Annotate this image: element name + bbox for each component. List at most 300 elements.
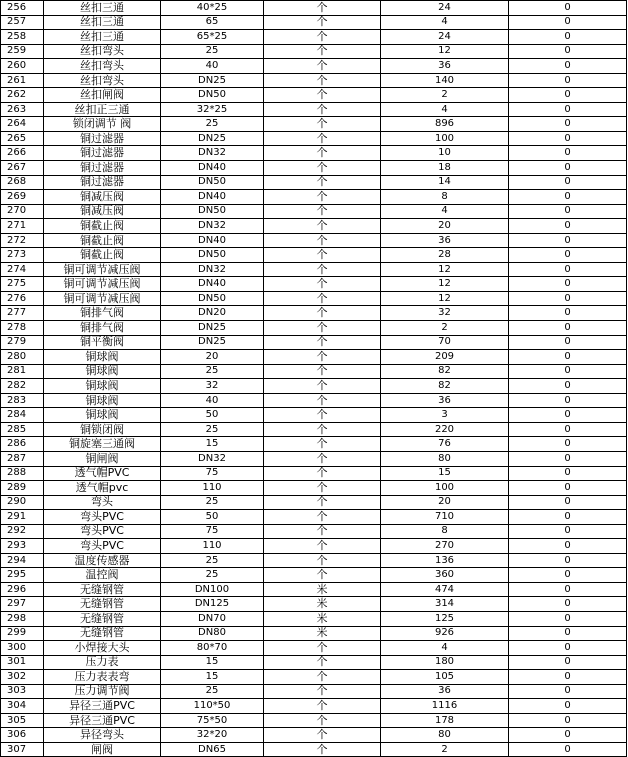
spec-cell[interactable]: 75	[161, 466, 264, 481]
item-name-cell[interactable]: 丝扣弯头	[44, 44, 161, 59]
value-cell[interactable]: 0	[509, 291, 627, 306]
unit-cell[interactable]: 个	[264, 262, 381, 277]
spec-cell[interactable]: DN50	[161, 175, 264, 190]
spec-cell[interactable]: DN20	[161, 306, 264, 321]
spec-cell[interactable]: 25	[161, 364, 264, 379]
value-cell[interactable]: 0	[509, 422, 627, 437]
unit-cell[interactable]: 个	[264, 641, 381, 656]
unit-cell[interactable]: 个	[264, 728, 381, 743]
row-number-cell[interactable]: 298	[1, 611, 44, 626]
value-cell[interactable]: 0	[509, 262, 627, 277]
quantity-cell[interactable]: 105	[381, 670, 509, 685]
spec-cell[interactable]: 15	[161, 670, 264, 685]
spec-cell[interactable]: 25	[161, 568, 264, 583]
item-name-cell[interactable]: 无缝钢管	[44, 626, 161, 641]
spec-cell[interactable]: 32*20	[161, 728, 264, 743]
row-number-cell[interactable]: 256	[1, 1, 44, 16]
item-name-cell[interactable]: 铜球阀	[44, 350, 161, 365]
spec-cell[interactable]: DN100	[161, 582, 264, 597]
row-number-cell[interactable]: 301	[1, 655, 44, 670]
spec-cell[interactable]: DN125	[161, 597, 264, 612]
value-cell[interactable]: 0	[509, 393, 627, 408]
unit-cell[interactable]: 个	[264, 742, 381, 757]
item-name-cell[interactable]: 铜截止阀	[44, 233, 161, 248]
value-cell[interactable]: 0	[509, 190, 627, 205]
unit-cell[interactable]: 个	[264, 437, 381, 452]
value-cell[interactable]: 0	[509, 713, 627, 728]
unit-cell[interactable]: 个	[264, 451, 381, 466]
item-name-cell[interactable]: 丝扣三通	[44, 1, 161, 16]
row-number-cell[interactable]: 291	[1, 510, 44, 525]
item-name-cell[interactable]: 温度传感器	[44, 553, 161, 568]
item-name-cell[interactable]: 铜过滤器	[44, 175, 161, 190]
unit-cell[interactable]: 个	[264, 88, 381, 103]
item-name-cell[interactable]: 铜排气阀	[44, 306, 161, 321]
row-number-cell[interactable]: 274	[1, 262, 44, 277]
item-name-cell[interactable]: 压力表	[44, 655, 161, 670]
quantity-cell[interactable]: 24	[381, 1, 509, 16]
value-cell[interactable]: 0	[509, 728, 627, 743]
unit-cell[interactable]: 个	[264, 481, 381, 496]
quantity-cell[interactable]: 100	[381, 131, 509, 146]
unit-cell[interactable]: 个	[264, 102, 381, 117]
row-number-cell[interactable]: 292	[1, 524, 44, 539]
value-cell[interactable]: 0	[509, 102, 627, 117]
row-number-cell[interactable]: 273	[1, 248, 44, 263]
spec-cell[interactable]: DN50	[161, 291, 264, 306]
row-number-cell[interactable]: 303	[1, 684, 44, 699]
row-number-cell[interactable]: 281	[1, 364, 44, 379]
spec-cell[interactable]: DN50	[161, 88, 264, 103]
row-number-cell[interactable]: 296	[1, 582, 44, 597]
item-name-cell[interactable]: 异径三通PVC	[44, 713, 161, 728]
item-name-cell[interactable]: 透气帽PVC	[44, 466, 161, 481]
quantity-cell[interactable]: 2	[381, 321, 509, 336]
unit-cell[interactable]: 个	[264, 117, 381, 132]
item-name-cell[interactable]: 无缝钢管	[44, 597, 161, 612]
value-cell[interactable]: 0	[509, 1, 627, 16]
unit-cell[interactable]: 个	[264, 713, 381, 728]
item-name-cell[interactable]: 丝扣弯头	[44, 73, 161, 88]
spec-cell[interactable]: DN40	[161, 161, 264, 176]
unit-cell[interactable]: 个	[264, 59, 381, 74]
item-name-cell[interactable]: 铜平衡阀	[44, 335, 161, 350]
item-name-cell[interactable]: 弯头PVC	[44, 524, 161, 539]
row-number-cell[interactable]: 290	[1, 495, 44, 510]
item-name-cell[interactable]: 铜过滤器	[44, 161, 161, 176]
unit-cell[interactable]: 个	[264, 204, 381, 219]
value-cell[interactable]: 0	[509, 88, 627, 103]
row-number-cell[interactable]: 300	[1, 641, 44, 656]
unit-cell[interactable]: 个	[264, 291, 381, 306]
spec-cell[interactable]: DN25	[161, 321, 264, 336]
spec-cell[interactable]: 50	[161, 408, 264, 423]
value-cell[interactable]: 0	[509, 175, 627, 190]
row-number-cell[interactable]: 270	[1, 204, 44, 219]
item-name-cell[interactable]: 丝扣弯头	[44, 59, 161, 74]
quantity-cell[interactable]: 36	[381, 233, 509, 248]
value-cell[interactable]: 0	[509, 364, 627, 379]
value-cell[interactable]: 0	[509, 146, 627, 161]
spec-cell[interactable]: DN32	[161, 146, 264, 161]
value-cell[interactable]: 0	[509, 161, 627, 176]
quantity-cell[interactable]: 8	[381, 524, 509, 539]
unit-cell[interactable]: 米	[264, 611, 381, 626]
item-name-cell[interactable]: 丝扣三通	[44, 15, 161, 30]
quantity-cell[interactable]: 220	[381, 422, 509, 437]
quantity-cell[interactable]: 314	[381, 597, 509, 612]
value-cell[interactable]: 0	[509, 742, 627, 757]
quantity-cell[interactable]: 178	[381, 713, 509, 728]
unit-cell[interactable]: 个	[264, 684, 381, 699]
value-cell[interactable]: 0	[509, 495, 627, 510]
quantity-cell[interactable]: 140	[381, 73, 509, 88]
value-cell[interactable]: 0	[509, 379, 627, 394]
value-cell[interactable]: 0	[509, 204, 627, 219]
row-number-cell[interactable]: 288	[1, 466, 44, 481]
quantity-cell[interactable]: 180	[381, 655, 509, 670]
row-number-cell[interactable]: 305	[1, 713, 44, 728]
spec-cell[interactable]: 25	[161, 553, 264, 568]
quantity-cell[interactable]: 4	[381, 204, 509, 219]
spec-cell[interactable]: 25	[161, 684, 264, 699]
value-cell[interactable]: 0	[509, 626, 627, 641]
unit-cell[interactable]: 米	[264, 626, 381, 641]
unit-cell[interactable]: 个	[264, 524, 381, 539]
quantity-cell[interactable]: 12	[381, 262, 509, 277]
row-number-cell[interactable]: 275	[1, 277, 44, 292]
unit-cell[interactable]: 个	[264, 277, 381, 292]
unit-cell[interactable]: 个	[264, 568, 381, 583]
value-cell[interactable]: 0	[509, 568, 627, 583]
item-name-cell[interactable]: 铜过滤器	[44, 146, 161, 161]
value-cell[interactable]: 0	[509, 597, 627, 612]
spec-cell[interactable]: 40*25	[161, 1, 264, 16]
item-name-cell[interactable]: 铜可调节减压阀	[44, 291, 161, 306]
quantity-cell[interactable]: 24	[381, 30, 509, 45]
row-number-cell[interactable]: 282	[1, 379, 44, 394]
row-number-cell[interactable]: 272	[1, 233, 44, 248]
quantity-cell[interactable]: 12	[381, 277, 509, 292]
unit-cell[interactable]: 个	[264, 161, 381, 176]
spec-cell[interactable]: 25	[161, 495, 264, 510]
value-cell[interactable]: 0	[509, 321, 627, 336]
value-cell[interactable]: 0	[509, 539, 627, 554]
spec-cell[interactable]: DN50	[161, 248, 264, 263]
item-name-cell[interactable]: 铜可调节减压阀	[44, 277, 161, 292]
quantity-cell[interactable]: 4	[381, 102, 509, 117]
spec-cell[interactable]: DN40	[161, 277, 264, 292]
item-name-cell[interactable]: 铜减压阀	[44, 204, 161, 219]
quantity-cell[interactable]: 36	[381, 684, 509, 699]
spec-cell[interactable]: DN32	[161, 219, 264, 234]
value-cell[interactable]: 0	[509, 44, 627, 59]
quantity-cell[interactable]: 4	[381, 641, 509, 656]
unit-cell[interactable]: 个	[264, 655, 381, 670]
value-cell[interactable]: 0	[509, 59, 627, 74]
quantity-cell[interactable]: 3	[381, 408, 509, 423]
quantity-cell[interactable]: 1116	[381, 699, 509, 714]
item-name-cell[interactable]: 闸阀	[44, 742, 161, 757]
row-number-cell[interactable]: 257	[1, 15, 44, 30]
unit-cell[interactable]: 个	[264, 699, 381, 714]
value-cell[interactable]: 0	[509, 248, 627, 263]
value-cell[interactable]: 0	[509, 582, 627, 597]
item-name-cell[interactable]: 铜球阀	[44, 379, 161, 394]
quantity-cell[interactable]: 100	[381, 481, 509, 496]
spec-cell[interactable]: DN80	[161, 626, 264, 641]
row-number-cell[interactable]: 264	[1, 117, 44, 132]
spec-cell[interactable]: DN25	[161, 335, 264, 350]
item-name-cell[interactable]: 丝扣闸阀	[44, 88, 161, 103]
item-name-cell[interactable]: 压力调节阀	[44, 684, 161, 699]
unit-cell[interactable]: 个	[264, 248, 381, 263]
spec-cell[interactable]: DN40	[161, 233, 264, 248]
unit-cell[interactable]: 个	[264, 393, 381, 408]
spec-cell[interactable]: 65	[161, 15, 264, 30]
quantity-cell[interactable]: 80	[381, 451, 509, 466]
spec-cell[interactable]: DN40	[161, 190, 264, 205]
quantity-cell[interactable]: 209	[381, 350, 509, 365]
quantity-cell[interactable]: 710	[381, 510, 509, 525]
spec-cell[interactable]: 80*70	[161, 641, 264, 656]
value-cell[interactable]: 0	[509, 306, 627, 321]
quantity-cell[interactable]: 20	[381, 495, 509, 510]
unit-cell[interactable]: 个	[264, 466, 381, 481]
item-name-cell[interactable]: 无缝钢管	[44, 582, 161, 597]
quantity-cell[interactable]: 82	[381, 379, 509, 394]
row-number-cell[interactable]: 276	[1, 291, 44, 306]
row-number-cell[interactable]: 283	[1, 393, 44, 408]
item-name-cell[interactable]: 弯头PVC	[44, 510, 161, 525]
row-number-cell[interactable]: 265	[1, 131, 44, 146]
row-number-cell[interactable]: 277	[1, 306, 44, 321]
unit-cell[interactable]: 个	[264, 510, 381, 525]
value-cell[interactable]: 0	[509, 350, 627, 365]
item-name-cell[interactable]: 丝扣三通	[44, 30, 161, 45]
spec-cell[interactable]: 32	[161, 379, 264, 394]
item-name-cell[interactable]: 弯头PVC	[44, 539, 161, 554]
quantity-cell[interactable]: 896	[381, 117, 509, 132]
row-number-cell[interactable]: 267	[1, 161, 44, 176]
value-cell[interactable]: 0	[509, 481, 627, 496]
unit-cell[interactable]: 个	[264, 73, 381, 88]
item-name-cell[interactable]: 无缝钢管	[44, 611, 161, 626]
item-name-cell[interactable]: 弯头	[44, 495, 161, 510]
row-number-cell[interactable]: 259	[1, 44, 44, 59]
spec-cell[interactable]: 50	[161, 510, 264, 525]
spec-cell[interactable]: 65*25	[161, 30, 264, 45]
spec-cell[interactable]: 25	[161, 422, 264, 437]
spec-cell[interactable]: DN25	[161, 73, 264, 88]
unit-cell[interactable]: 个	[264, 1, 381, 16]
spec-cell[interactable]: 110*50	[161, 699, 264, 714]
quantity-cell[interactable]: 76	[381, 437, 509, 452]
row-number-cell[interactable]: 263	[1, 102, 44, 117]
unit-cell[interactable]: 个	[264, 670, 381, 685]
unit-cell[interactable]: 个	[264, 190, 381, 205]
quantity-cell[interactable]: 2	[381, 742, 509, 757]
item-name-cell[interactable]: 铜排气阀	[44, 321, 161, 336]
item-name-cell[interactable]: 小焊接大头	[44, 641, 161, 656]
value-cell[interactable]: 0	[509, 437, 627, 452]
spec-cell[interactable]: DN65	[161, 742, 264, 757]
value-cell[interactable]: 0	[509, 670, 627, 685]
item-name-cell[interactable]: 铜球阀	[44, 393, 161, 408]
spec-cell[interactable]: 25	[161, 44, 264, 59]
quantity-cell[interactable]: 926	[381, 626, 509, 641]
spec-cell[interactable]: 40	[161, 59, 264, 74]
row-number-cell[interactable]: 261	[1, 73, 44, 88]
row-number-cell[interactable]: 294	[1, 553, 44, 568]
value-cell[interactable]: 0	[509, 699, 627, 714]
row-number-cell[interactable]: 289	[1, 481, 44, 496]
row-number-cell[interactable]: 279	[1, 335, 44, 350]
quantity-cell[interactable]: 474	[381, 582, 509, 597]
unit-cell[interactable]: 个	[264, 131, 381, 146]
row-number-cell[interactable]: 280	[1, 350, 44, 365]
row-number-cell[interactable]: 285	[1, 422, 44, 437]
row-number-cell[interactable]: 286	[1, 437, 44, 452]
quantity-cell[interactable]: 2	[381, 88, 509, 103]
row-number-cell[interactable]: 293	[1, 539, 44, 554]
quantity-cell[interactable]: 18	[381, 161, 509, 176]
value-cell[interactable]: 0	[509, 117, 627, 132]
value-cell[interactable]: 0	[509, 553, 627, 568]
value-cell[interactable]: 0	[509, 277, 627, 292]
row-number-cell[interactable]: 306	[1, 728, 44, 743]
value-cell[interactable]: 0	[509, 684, 627, 699]
row-number-cell[interactable]: 271	[1, 219, 44, 234]
unit-cell[interactable]: 个	[264, 233, 381, 248]
quantity-cell[interactable]: 136	[381, 553, 509, 568]
unit-cell[interactable]: 个	[264, 175, 381, 190]
unit-cell[interactable]: 个	[264, 30, 381, 45]
item-name-cell[interactable]: 铜锁闭阀	[44, 422, 161, 437]
spec-cell[interactable]: DN50	[161, 204, 264, 219]
quantity-cell[interactable]: 36	[381, 59, 509, 74]
row-number-cell[interactable]: 304	[1, 699, 44, 714]
unit-cell[interactable]: 个	[264, 335, 381, 350]
quantity-cell[interactable]: 12	[381, 291, 509, 306]
quantity-cell[interactable]: 8	[381, 190, 509, 205]
item-name-cell[interactable]: 异径三通PVC	[44, 699, 161, 714]
row-number-cell[interactable]: 297	[1, 597, 44, 612]
spec-cell[interactable]: 15	[161, 655, 264, 670]
unit-cell[interactable]: 个	[264, 321, 381, 336]
item-name-cell[interactable]: 异径弯头	[44, 728, 161, 743]
spec-cell[interactable]: 40	[161, 393, 264, 408]
row-number-cell[interactable]: 287	[1, 451, 44, 466]
value-cell[interactable]: 0	[509, 335, 627, 350]
unit-cell[interactable]: 米	[264, 582, 381, 597]
row-number-cell[interactable]: 302	[1, 670, 44, 685]
spec-cell[interactable]: DN32	[161, 451, 264, 466]
unit-cell[interactable]: 个	[264, 350, 381, 365]
item-name-cell[interactable]: 透气帽pvc	[44, 481, 161, 496]
quantity-cell[interactable]: 82	[381, 364, 509, 379]
spec-cell[interactable]: 75	[161, 524, 264, 539]
unit-cell[interactable]: 米	[264, 597, 381, 612]
item-name-cell[interactable]: 锁闭调节 阀	[44, 117, 161, 132]
value-cell[interactable]: 0	[509, 219, 627, 234]
value-cell[interactable]: 0	[509, 466, 627, 481]
spec-cell[interactable]: 25	[161, 117, 264, 132]
row-number-cell[interactable]: 268	[1, 175, 44, 190]
row-number-cell[interactable]: 284	[1, 408, 44, 423]
item-name-cell[interactable]: 铜可调节减压阀	[44, 262, 161, 277]
row-number-cell[interactable]: 262	[1, 88, 44, 103]
value-cell[interactable]: 0	[509, 73, 627, 88]
item-name-cell[interactable]: 铜球阀	[44, 408, 161, 423]
quantity-cell[interactable]: 80	[381, 728, 509, 743]
row-number-cell[interactable]: 260	[1, 59, 44, 74]
unit-cell[interactable]: 个	[264, 364, 381, 379]
item-name-cell[interactable]: 压力表表弯	[44, 670, 161, 685]
value-cell[interactable]: 0	[509, 30, 627, 45]
item-name-cell[interactable]: 铜球阀	[44, 364, 161, 379]
value-cell[interactable]: 0	[509, 451, 627, 466]
spec-cell[interactable]: 110	[161, 481, 264, 496]
item-name-cell[interactable]: 铜截止阀	[44, 219, 161, 234]
quantity-cell[interactable]: 4	[381, 15, 509, 30]
unit-cell[interactable]: 个	[264, 379, 381, 394]
item-name-cell[interactable]: 丝扣正三通	[44, 102, 161, 117]
unit-cell[interactable]: 个	[264, 306, 381, 321]
quantity-cell[interactable]: 10	[381, 146, 509, 161]
spec-cell[interactable]: 20	[161, 350, 264, 365]
item-name-cell[interactable]: 铜闸阀	[44, 451, 161, 466]
quantity-cell[interactable]: 36	[381, 393, 509, 408]
quantity-cell[interactable]: 70	[381, 335, 509, 350]
item-name-cell[interactable]: 铜减压阀	[44, 190, 161, 205]
quantity-cell[interactable]: 125	[381, 611, 509, 626]
row-number-cell[interactable]: 295	[1, 568, 44, 583]
spec-cell[interactable]: 110	[161, 539, 264, 554]
item-name-cell[interactable]: 铜截止阀	[44, 248, 161, 263]
row-number-cell[interactable]: 266	[1, 146, 44, 161]
row-number-cell[interactable]: 258	[1, 30, 44, 45]
item-name-cell[interactable]: 温控阀	[44, 568, 161, 583]
spec-cell[interactable]: 32*25	[161, 102, 264, 117]
unit-cell[interactable]: 个	[264, 553, 381, 568]
quantity-cell[interactable]: 12	[381, 44, 509, 59]
quantity-cell[interactable]: 32	[381, 306, 509, 321]
unit-cell[interactable]: 个	[264, 422, 381, 437]
value-cell[interactable]: 0	[509, 510, 627, 525]
row-number-cell[interactable]: 269	[1, 190, 44, 205]
spec-cell[interactable]: DN70	[161, 611, 264, 626]
unit-cell[interactable]: 个	[264, 44, 381, 59]
value-cell[interactable]: 0	[509, 524, 627, 539]
spec-cell[interactable]: DN32	[161, 262, 264, 277]
row-number-cell[interactable]: 299	[1, 626, 44, 641]
item-name-cell[interactable]: 铜过滤器	[44, 131, 161, 146]
spec-cell[interactable]: DN25	[161, 131, 264, 146]
quantity-cell[interactable]: 270	[381, 539, 509, 554]
unit-cell[interactable]: 个	[264, 539, 381, 554]
quantity-cell[interactable]: 14	[381, 175, 509, 190]
spec-cell[interactable]: 15	[161, 437, 264, 452]
value-cell[interactable]: 0	[509, 408, 627, 423]
unit-cell[interactable]: 个	[264, 408, 381, 423]
quantity-cell[interactable]: 360	[381, 568, 509, 583]
value-cell[interactable]: 0	[509, 655, 627, 670]
unit-cell[interactable]: 个	[264, 146, 381, 161]
value-cell[interactable]: 0	[509, 233, 627, 248]
value-cell[interactable]: 0	[509, 15, 627, 30]
value-cell[interactable]: 0	[509, 131, 627, 146]
